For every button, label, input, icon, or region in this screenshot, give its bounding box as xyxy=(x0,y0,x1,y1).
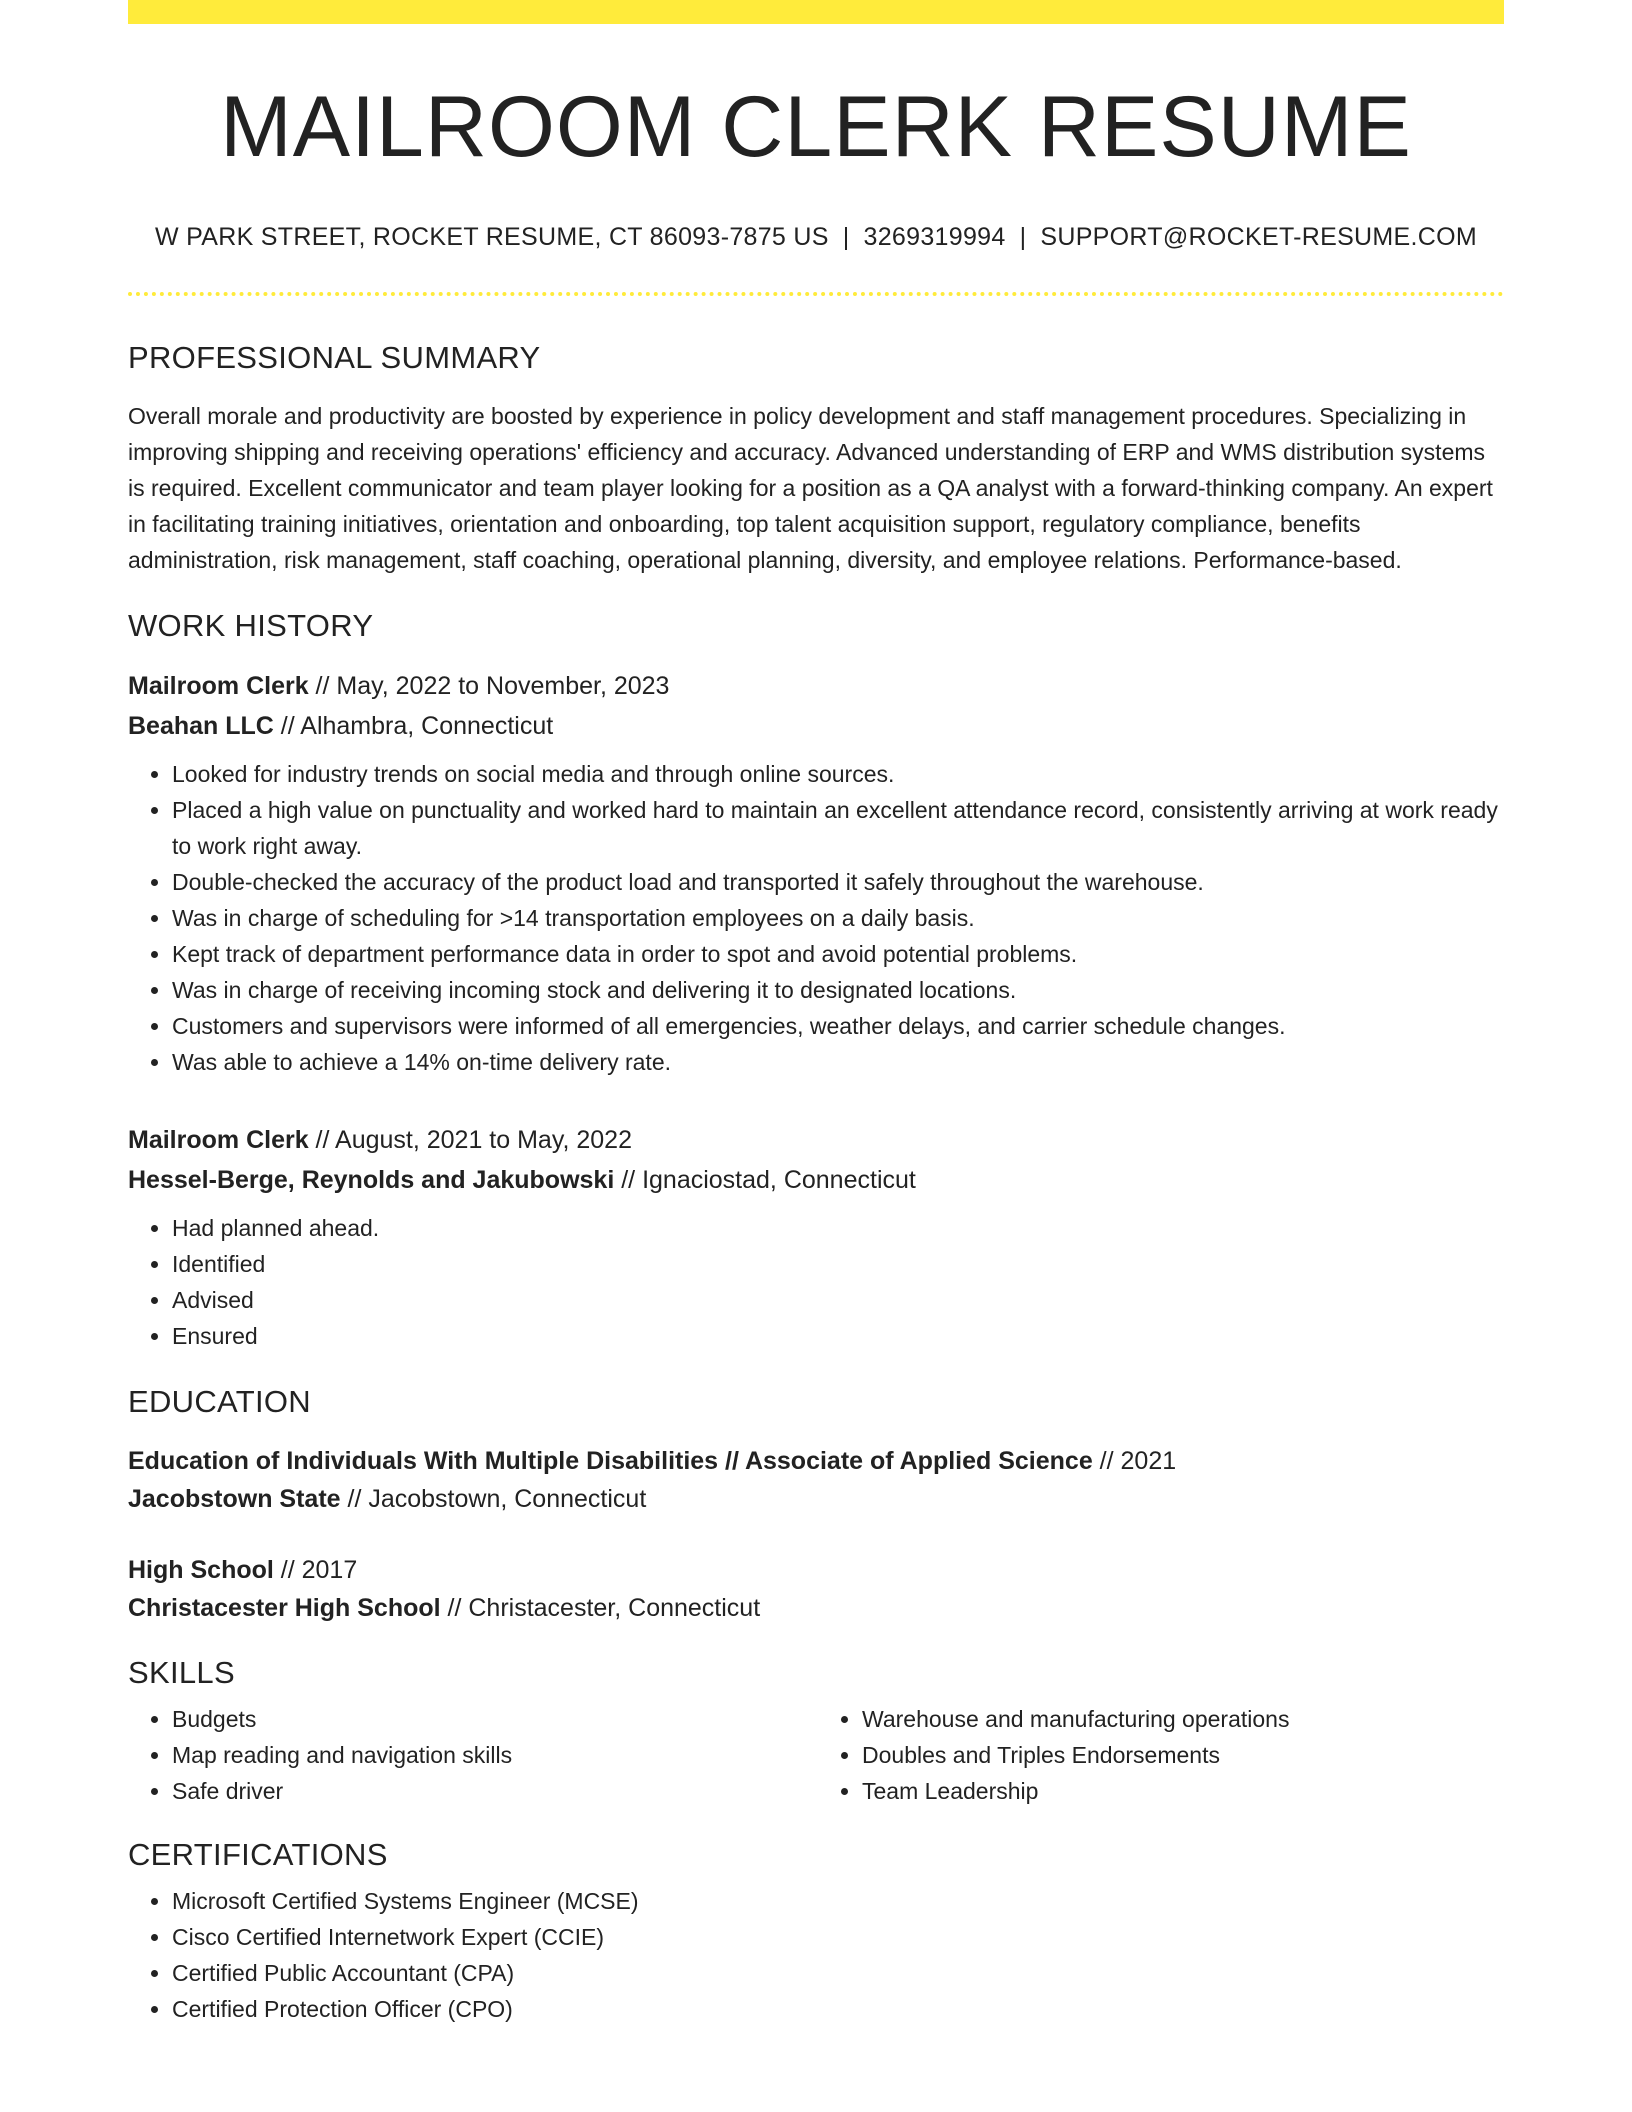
job-bullet: • Advised xyxy=(172,1282,1504,1318)
resume-title: MAILROOM CLERK RESUME xyxy=(220,79,1412,175)
certifications-heading: CERTIFICATIONS xyxy=(128,1836,388,1872)
skills-column-left xyxy=(128,1701,816,1809)
education-school: Jacobstown State xyxy=(128,1484,341,1513)
job-bullet: • Was able to achieve a 14% on-time delivery rate. xyxy=(172,1044,1504,1080)
education-year: // 2017 xyxy=(273,1555,358,1584)
job-company: Beahan LLC xyxy=(128,711,274,740)
certification-item: • Certified Public Accountant (CPA) xyxy=(172,1955,1504,1991)
summary-text: Overall morale and productivity are boosted by experience in policy development and staff management procedures. Specializing in improving shipping and receiving operations' efficiency and accuracy. Advanced understanding of ERP and WMS distribution systems is required. Excellent communicator and team player looking for a position as a QA analyst with a forward-thinking company. An expert in facilitating training initiatives, orientation and onboarding, top talent acquisition support, regulatory compliance, benefits administration, risk management, staff coaching, operational planning, diversity, and employee relations. Performance-based. xyxy=(128,402,1493,573)
job-title-line xyxy=(128,1120,1504,1160)
education-year: // 2021 xyxy=(1092,1446,1177,1475)
education-location: // Jacobstown, Connecticut xyxy=(340,1484,647,1513)
job-bullet: • Kept track of department performance data in order to spot and avoid potential problems. xyxy=(172,936,1504,972)
contact-address: W PARK STREET, ROCKET RESUME, CT 86093-7875 US xyxy=(154,222,829,251)
education-location: // Christacester, Connecticut xyxy=(440,1593,761,1622)
certification-item: • Cisco Certified Internetwork Expert (CCIE) xyxy=(172,1919,1504,1955)
education-heading: EDUCATION xyxy=(128,1383,311,1419)
education-degree-line xyxy=(128,1442,1504,1480)
skills-heading: SKILLS xyxy=(128,1654,235,1690)
job-location: // Alhambra, Connecticut xyxy=(273,711,554,740)
skill-item: • Map reading and navigation skills xyxy=(172,1737,816,1773)
education-school: Christacester High School xyxy=(128,1593,441,1622)
job-title: Mailroom Clerk xyxy=(128,671,309,700)
job-title-line xyxy=(128,666,1504,706)
certification-item: • Microsoft Certified Systems Engineer (MCSE) xyxy=(172,1883,1504,1919)
education-degree-line xyxy=(128,1551,1504,1589)
resume-page xyxy=(128,0,1504,2027)
skills-list xyxy=(128,1701,1504,1809)
job-bullet: • Looked for industry trends on social media and through online sources. xyxy=(172,756,1504,792)
contact-line xyxy=(128,223,1504,252)
contact-email: SUPPORT@ROCKET-RESUME.COM xyxy=(1040,222,1477,251)
skill-item: • Doubles and Triples Endorsements xyxy=(862,1737,1504,1773)
job-dates: // August, 2021 to May, 2022 xyxy=(308,1125,632,1154)
summary-heading: PROFESSIONAL SUMMARY xyxy=(128,339,541,375)
job-location: // Ignaciostad, Connecticut xyxy=(614,1165,916,1194)
job-bullet: • Placed a high value on punctuality and worked hard to maintain an excellent attendance record, consistently arriving at work ready to work right away. xyxy=(172,792,1504,864)
job-bullet: • Was in charge of receiving incoming stock and delivering it to designated locations. xyxy=(172,972,1504,1008)
education-entry xyxy=(128,1551,1504,1627)
education-degree: Education of Individuals With Multiple Disabilities // Associate of Applied Science xyxy=(128,1446,1093,1475)
job-bullet: • Ensured xyxy=(172,1318,1504,1354)
certification-item: • Certified Protection Officer (CPO) xyxy=(172,1991,1504,2027)
job-bullet: • Was in charge of scheduling for >14 transportation employees on a daily basis. xyxy=(172,900,1504,936)
job-bullets xyxy=(128,756,1504,1080)
job-bullet: • Identified xyxy=(172,1246,1504,1282)
dotted-divider xyxy=(128,292,1504,296)
education-school-line xyxy=(128,1480,1504,1518)
contact-separator: | xyxy=(842,222,850,251)
contact-separator: | xyxy=(1019,222,1027,251)
skills-column-right xyxy=(816,1701,1504,1809)
job-entry xyxy=(128,666,1504,1080)
skill-item: • Budgets xyxy=(172,1701,816,1737)
job-company: Hessel-Berge, Reynolds and Jakubowski xyxy=(128,1165,615,1194)
contact-phone: 3269319994 xyxy=(863,222,1006,251)
job-bullet: • Customers and supervisors were informed of all emergencies, weather delays, and carrier schedule changes. xyxy=(172,1008,1504,1044)
work-history-heading: WORK HISTORY xyxy=(128,607,374,643)
top-accent-bar xyxy=(128,0,1504,24)
job-dates: // May, 2022 to November, 2023 xyxy=(308,671,670,700)
education-entry xyxy=(128,1442,1504,1518)
job-bullet: • Had planned ahead. xyxy=(172,1210,1504,1246)
skill-item: • Safe driver xyxy=(172,1773,816,1809)
education-school-line xyxy=(128,1589,1504,1627)
job-company-line xyxy=(128,706,1504,746)
skill-item: • Warehouse and manufacturing operations xyxy=(862,1701,1504,1737)
job-entry xyxy=(128,1120,1504,1354)
education-degree: High School xyxy=(128,1555,274,1584)
job-bullets xyxy=(128,1210,1504,1354)
certifications-list xyxy=(128,1883,1504,2027)
job-bullet: • Double-checked the accuracy of the product load and transported it safely throughout the warehouse. xyxy=(172,864,1504,900)
job-company-line xyxy=(128,1160,1504,1200)
job-title: Mailroom Clerk xyxy=(128,1125,309,1154)
skill-item: • Team Leadership xyxy=(862,1773,1504,1809)
